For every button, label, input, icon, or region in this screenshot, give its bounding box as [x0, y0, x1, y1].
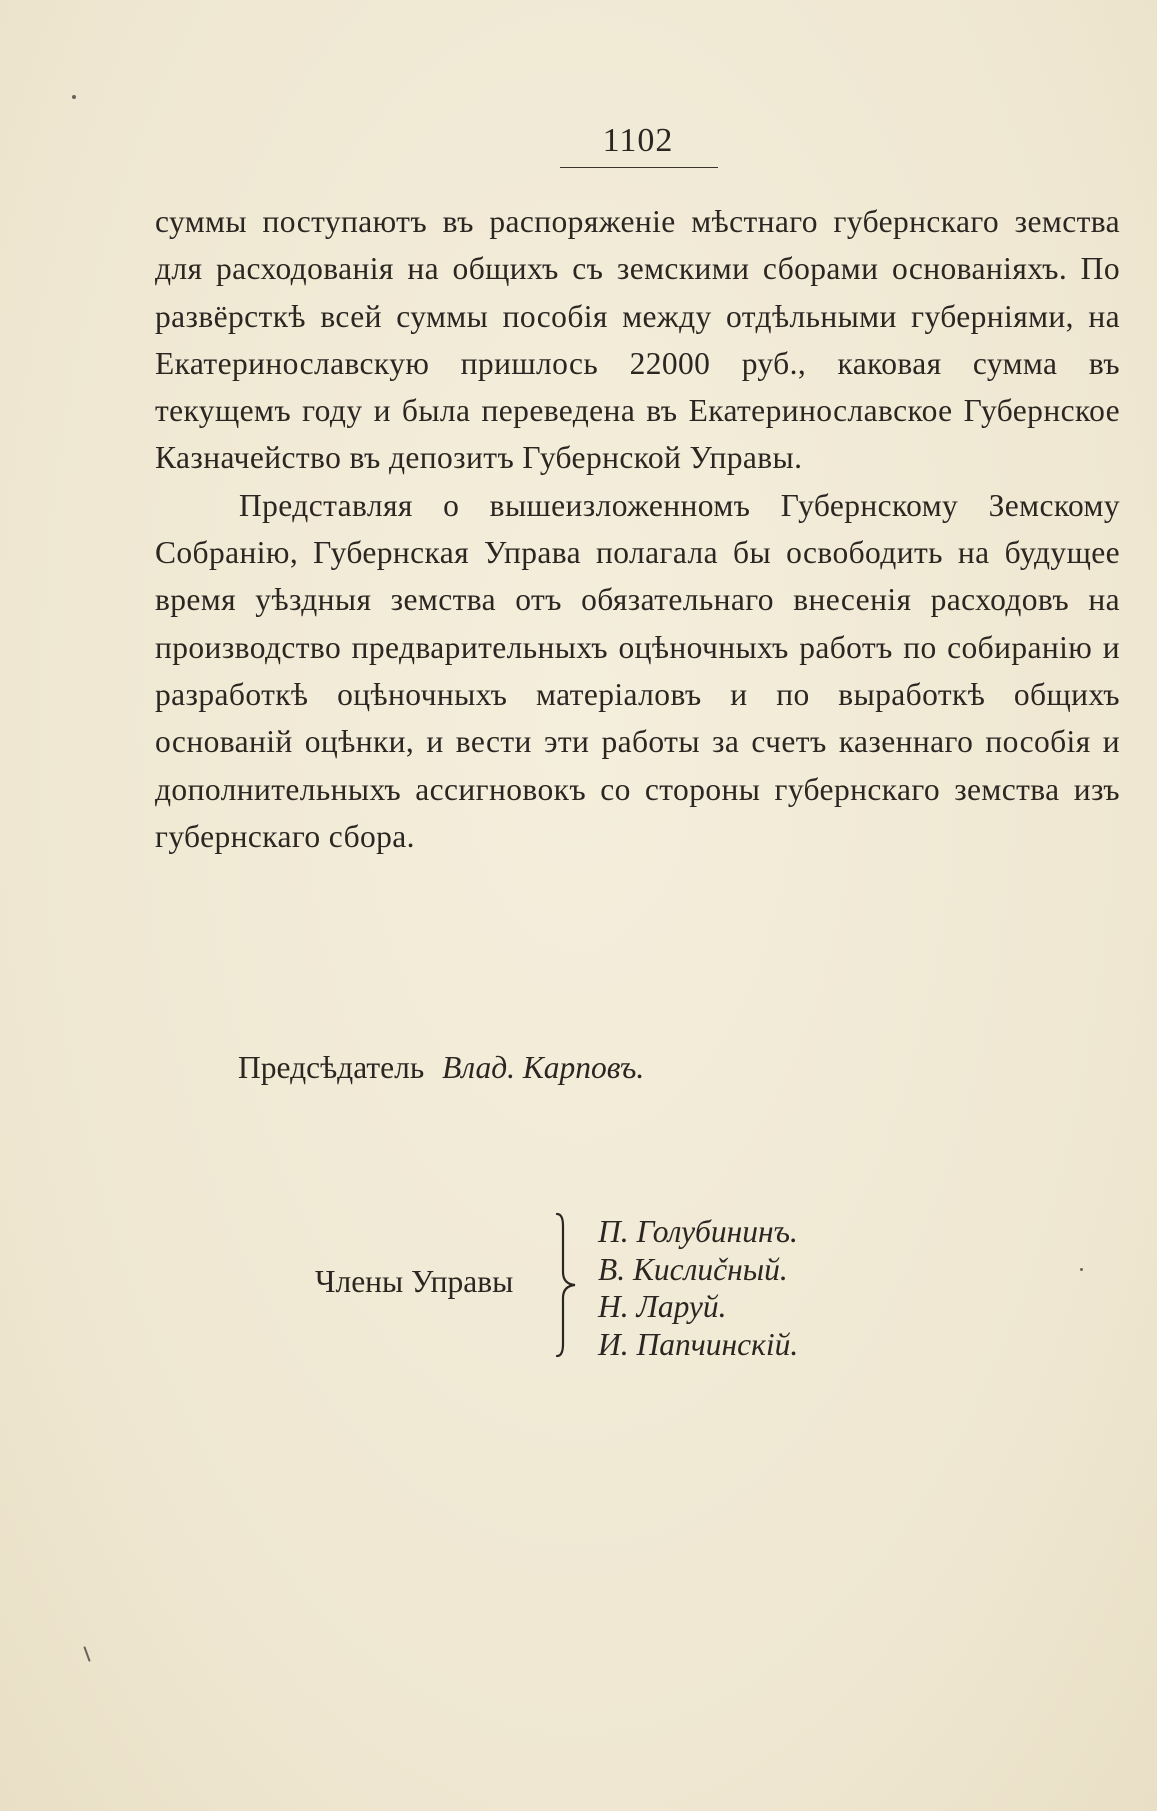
member-name: П. Голубининъ.	[598, 1214, 798, 1249]
chairman-name: Влад. Карповъ.	[442, 1050, 645, 1085]
page-number-rule	[560, 167, 718, 168]
paragraph-continuation: суммы поступаютъ въ распоряженіе мѣстнаго губернскаго земства для расходованія на общихъ съ земскими сборами основаніяхъ. По развёрсткѣ всей суммы пособія между отдѣльными губерніями, на Екатеринославскую пришлось 22000 руб., каковая сумма въ текущемъ году и была переведена въ Екатеринославское Губернское Казначейство въ депозитъ Губернской Управы.	[155, 204, 1120, 476]
paper-speck	[72, 95, 76, 99]
member-name: И. Папчинскій.	[598, 1326, 799, 1362]
chairman-title: Предсѣдатель	[238, 1050, 425, 1085]
chairman-signature	[238, 1050, 644, 1086]
paper-speck	[83, 1646, 90, 1662]
body-text	[155, 198, 1120, 860]
member-name: Н. Ларуй.	[598, 1289, 727, 1324]
members-label: Члены Управы	[315, 1264, 514, 1299]
page-number: 1102	[602, 122, 674, 159]
members-list	[598, 1213, 798, 1363]
member-name: В. Кислиčный.	[598, 1251, 788, 1287]
curly-brace-icon	[553, 1212, 581, 1358]
paragraph-proposal: Представляя о вышеизложенномъ Губернскому Земскому Собранію, Губернская Управа полагала бы освободить на будущее время уѣздныя земства отъ обязательнаго внесенія расходовъ на производство предварительныхъ оцѣночныхъ работъ по собиранію и разработкѣ оцѣночныхъ матеріаловъ и по выработкѣ общихъ основаній оцѣнки, и вести эти работы за счетъ казеннаго пособія и дополнительныхъ ассигновокъ со стороны губернскаго земства изъ губернскаго сбора.	[155, 487, 1120, 854]
paper-speck	[1080, 1268, 1083, 1271]
